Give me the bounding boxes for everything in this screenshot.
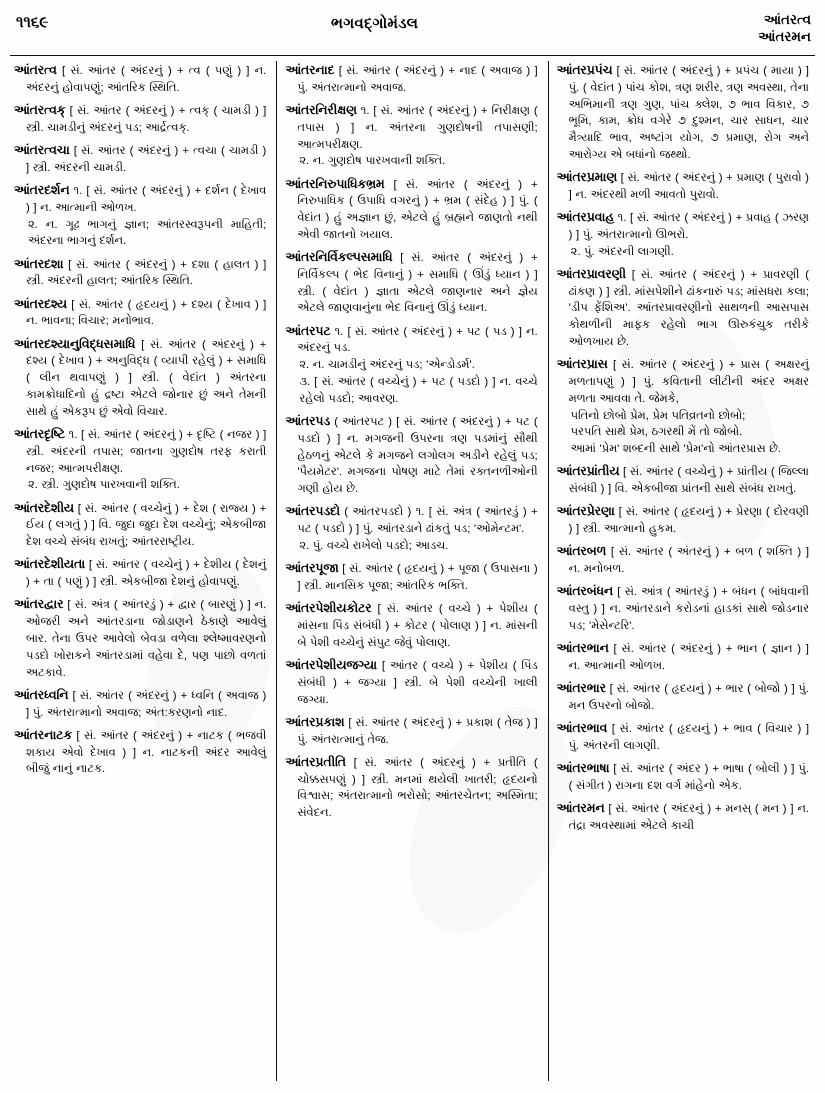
entry-sense: [ સં. આંતર ( વચ્ચેનું ) + દેશીય ( દેશનું ) + તા ( પણું ) ] સ્ત્રી. એકબીજા દેશનું હોવાપણું. [26, 559, 267, 589]
entry-sense: [ સં. આંતર ( હૃદયનું ) + ભાર ( બોજો ) ] પું. મન ઉપરનો બોજો. [568, 683, 809, 713]
running-head [10, 12, 815, 54]
entry-headword: આંતરભાર [556, 681, 606, 696]
column-3 [553, 61, 815, 1081]
entry-sense: [ સં. આંતર ( અંદર ) + ભાષા ( બોલી ) ] પું. ( સંગીત ) રાગના દશ વર્ગ માંહેનો એક. [568, 763, 809, 793]
entry-sense: ૨. પું. વચ્ચે રાખેલો પડદો; આડચ. [299, 539, 449, 552]
entry-sense: ૨. ન. ચામડીનું અંદરનું પડ; 'એન્ડોડર્મ'. [299, 359, 475, 372]
entry-sense: [ સં. આંતર ( હૃદયનું ) + પૂજા ( ઉપાસના ) ] સ્ત્રી. માનસિક પૂજા; આંતરિક ભક્તિ. [297, 563, 538, 592]
entry-sense: ( આંતરપટ ) [ સં. આંતર ( અંદરનું ) + પટ ( પડદો ) ] ન. મગજની ઉપરના ત્રણ પડમાંનું સૌથી હેઠળનું એટલે કે મગજને લગોલગ અડીને રહેલું પડ; 'પૈયમેટર'. મગજના પોષણ માટે તેમાં રક્તનળીઓની ગણી હોય છે. [297, 416, 538, 496]
dictionary-entry [557, 719, 809, 755]
guide-words [701, 12, 811, 46]
entry-headword: આંતરત્વક્ [14, 103, 66, 118]
entry-headword: આંતરનિરુપાધિકભ્રમ [285, 176, 385, 191]
dictionary-entry [14, 141, 266, 177]
entry-sense: ૧. [ સં. આંતર ( અંદરનું ) + નિરીક્ષણ ( તપાસ ) ] ન. અંતરના ગુણદોષની તપાસણી; આત્મપરીક્ષણ. [297, 105, 538, 151]
entry-headword: આંતરપૂજા [285, 561, 339, 576]
entry-sense: આમાં 'પ્રેમ' શબ્દની સાથે 'પ્રેમ'નો આંતરપ્રાસ છે. [570, 443, 782, 456]
entry-headword: આંતરપ્રાસ [556, 357, 608, 372]
entry-headword: આંતરપ્રકાશ [285, 714, 345, 729]
entry-sense: [ સં. આંત્ર ( આંતરડું ) + બંધન ( બાંધવાની વસ્તુ ) ] ન. આંતરડાને કરોડનાં હાડકાં સાથે જોડનાર પડ; 'મેસેન્ટરિ'. [568, 586, 809, 632]
entry-sense: [ સં. આંતર ( અંદરનું ) + નાદ ( અવાજ ) ] પું. અંતરાત્માનો અવાજ. [297, 65, 538, 94]
entry-headword: આંતરપડદો [285, 504, 340, 519]
entry-sense: [ સં. આંતર ( વચ્ચે ) + પેશીય ( માંસના પિંડ સંબંધી ) + કોટર ( પોલાણ ) ] ન. માંસની બે પેશી વચ્ચેનું સંપુટ જેવું પોલાણ. [297, 603, 538, 649]
entry-headword: આંતરદ્વાર [14, 597, 64, 612]
dictionary-entry [14, 295, 266, 331]
dictionary-entry [557, 582, 809, 634]
entry-headword: આંતરપેશીયજગ્યા [285, 658, 377, 672]
entry-sense: ૧. [ સં. આંતર ( અંદરનું ) + પ્રવાહ ( ઝરણ ) ] પું. અંતરાત્માનો ઊભરો. [568, 212, 809, 241]
dictionary-entry [14, 595, 266, 681]
entry-sense: ( આંતરપડદો ) ૧. [ સં. અંત્ર ( આંતરડું ) + પટ ( પડદો ) ] પું. આંતરડાને ઢાંકતું પડ; 'ઓમેન્ટમ'. [297, 506, 538, 536]
entry-headword: આંતરધ્વનિ [14, 687, 69, 702]
entry-headword: આંતરપટ [285, 323, 331, 338]
entry-headword: આંતરપ્રવાહ [556, 210, 615, 225]
entry-headword: આંતરદેશીય [14, 500, 74, 515]
entry-sense: [ સં. આંતર ( અંદરનું ) + પ્રાવરણી ( ઢાંકણ ) ] સ્ત્રી. માંસપેશીને ઢાંકનારું પડ; માંસધરા કલા; 'ડીપ ફેંશિઅ'. આંતરપ્રાવરણીનો સાથળની આસપાસ કોથળીની માફક રહેલો ભાગ ઊરુકંચુક તરીકે ઓળખાય છે. [568, 268, 809, 348]
dictionary-entry [557, 542, 809, 578]
guide-word-first: આંતરત્વ [763, 12, 811, 27]
dictionary-entry [14, 499, 266, 551]
dictionary-entry [557, 799, 809, 835]
dictionary-entry [285, 502, 537, 554]
entry-headword: આંતરપ્રેરણા [556, 504, 615, 519]
dictionary-entry [14, 255, 266, 291]
dictionary-entry [14, 726, 266, 778]
entry-sense: [ સં. આંતર ( અંદરનું ) + પ્રમાણ ( પુરાવો ) ] ન. અંદરથી મળી આવતો પુરાવો. [568, 172, 809, 201]
dictionary-entry [285, 599, 537, 651]
entry-headword: આંતરબળ [556, 544, 607, 559]
entry-sense: [ સં. આંતર ( અંદરનું ) + પ્રાસ ( અક્ષરનું મળતાપણું ) ] પું. કવિતાની લીટીની અંદર અક્ષર મળતા આવવા તે. જેમકે, [568, 359, 809, 405]
entry-sense: [ સં. આંતર ( અંદરનું ) + ધ્વનિ ( અવાજ ) ] પું. અંતરાત્માનો અવાજ; અંત:કરણનો નાદ. [26, 689, 267, 719]
dictionary-entry [285, 322, 537, 408]
entry-sense: પરપતિ સાથે પ્રેમ, ઠગરથી મેં તો જોબો. [570, 426, 743, 439]
entry-headword: આંતરનિર્વિકલ્પસમાધિ [285, 250, 393, 265]
dictionary-entry [557, 639, 809, 675]
dictionary-entry [557, 502, 809, 538]
dictionary-entry [557, 462, 809, 498]
entry-sense: [ સં. આંતર ( અંદરનું ) + પ્રપંચ ( માયા ) ] પું. ( વેદાંત ) પાંચ કોશ, ત્રણ શરીર, ત્રણ અવસ્થા, તેના અભિમાની ત્રણ ગુણ, પાંચ ક્લેશ, ૭ ભાવ વિકાર, ૭ ભૂમિ, કામ, ક્રોધ વગેરે ૭ દુશ્મન, ચાર સાધન, ચાર મૈત્ર્યાદિ ભાવ, અષ્ટાંગ યોગ, ૭ પ્રમાણ, રોગ અને આરોગ્ય એ બધાંનો જથ્થો. [568, 65, 809, 161]
dictionary-entry [14, 555, 266, 591]
entry-sense: ૧. [ સં. આંતર ( અંદરનું ) + પટ ( પડ ) ] ન. અંદરનું પડ. [297, 325, 538, 355]
entry-headword: આંતરદેશીયતા [14, 557, 86, 572]
dictionary-entry [14, 335, 266, 421]
page-number: ૧૧૬૯ [16, 14, 49, 31]
entry-headword: આંતરત્વચા [14, 143, 70, 158]
dictionary-entry [14, 686, 266, 722]
entry-sense: [ સં. અંત્ર ( આંતરડું ) + દ્વાર ( બારણું ) ] ન. ઓજરી અને આંતરડાના જોડાણને ઠેકાણે આવેલું બાર. તેના ઉપર આવેલો બેવડા વળેલા શ્લેષ્માવરણનો પડદો ખોરાકને આંતરડામાં વહેવા દે, પણ પાછો વળતાં અટકાવે. [26, 599, 267, 679]
dictionary-entry [285, 248, 537, 317]
dictionary-entry [285, 175, 537, 244]
entry-headword: આંતરભાન [556, 641, 609, 656]
column-divider [548, 61, 549, 1081]
entry-sense: [ આંતર ( વચ્ચે ) + પેશીય ( પિંડ સંબંધી ) + જગ્યા ] સ્ત્રી. બે પેશી વચ્ચેની ખાલી જગ્યા. [297, 660, 538, 706]
dictionary-entry [557, 208, 809, 260]
entry-sense: ૧. [ સં. આંતર ( અંદરનું ) + દૃષ્ટિ ( નજર ) ] સ્ત્રી. અંદરની તપાસ; જાતના ગુણદોષ તરફ કરાતી નજર; આત્મપરીક્ષણ. [26, 429, 267, 475]
entry-headword: આંતરદશ્યાનુવિદ્ધસમાધિ [14, 336, 136, 351]
column-divider [276, 61, 277, 1081]
entry-headword: આંતરભાષા [556, 761, 610, 776]
entry-sense: ૨. ન. ગૂઢ ભાગનું જ્ઞાન; આંતરસ્વરૂપની માહિતી; અંદરના ભાગનું દર્શન. [28, 218, 267, 248]
column-1 [10, 61, 272, 1081]
entry-headword: આંતરદર્શન [14, 183, 70, 198]
dictionary-entry [14, 425, 266, 494]
entry-headword: આંતરનાટક [14, 727, 73, 742]
dictionary-entry [14, 101, 266, 137]
dictionary-entry [285, 656, 537, 708]
dictionary-entry [285, 61, 537, 97]
entry-sense: [ સં. આંતર ( હૃદયનું ) + ભાવ ( વિચાર ) ] પું. અંતરની લાગણી. [568, 723, 809, 753]
column-2 [281, 61, 543, 1081]
entry-sense: [ સં. આંતર ( વચ્ચેનું ) + પ્રાંતીય ( જિલ્લા સંબંધી ) ] વિ. એકબીજા પ્રાંતની સાથે સંબંધ રાખતું. [568, 466, 809, 496]
entry-sense: ૨. પું. અંદરની લાગણી. [570, 245, 674, 258]
entry-sense: [ સં. આંતર ( અંદરનું ) + ત્વક્ ( ચામડી ) ] સ્ત્રી. ચામડીનું અંદરનું પડ; આર્દ્રત્વક્. [26, 105, 267, 134]
entry-sense: [ સં. આંતર ( અંદરનું ) + પ્રકાશ ( તેજ ) ] પું. અંતરાત્માનું તેજ. [297, 716, 538, 746]
entry-headword: આંતરદશ્ય [14, 296, 67, 311]
entry-sense: [ સં. આંતર ( અંદરનું ) + ત્વ ( પણું ) ] ન. અંદરનું હોવાપણું; આંતરિક સ્થિતિ. [26, 65, 267, 94]
header-rule [10, 55, 815, 56]
entry-sense: [ સં. આંતર ( અંદરનું ) + નિરુપાધિક ( ઉપાધિ વગરનું ) + ભ્રમ ( સંદેહ ) ] પું. ( વેદાંત ) હું અજ્ઞાન છું, એટલે હું બ્રહ્મને જાણતો નથી એવી જાતનો ખયાલ. [297, 178, 538, 241]
dictionary-entry [557, 265, 809, 351]
dictionary-entry [285, 412, 537, 498]
entry-sense: [ સં. આંતર ( અંદરનું ) + ભાન ( જ્ઞાન ) ] ન. આત્માની ઓળખ. [568, 643, 809, 672]
entry-headword: આંતરપેશીયકોટર [285, 601, 372, 616]
entry-sense: પતિનો છોબો પ્રેમ, પ્રેમ પતિવ્રતનો છોબો; [570, 409, 746, 422]
entry-sense: [ સં. આંતર ( અંદરનું ) + નિર્વિકલ્પ ( ભેદ વિનાનું ) + સમાધિ ( ઊંડું ધ્યાન ) ] સ્ત્રી. ( વેદાંત ) જ્ઞાતા એટલે જાણનાર અને જ્ઞેય એટલે જાણવાનુંના ભેદ વિનાનું ઊંડું ધ્યાન. [297, 252, 538, 315]
entry-sense: [ સં. આંતર ( અંદરનું ) + નાટક ( ભજવી શકાય એવો દેખાવ ) ] ન. નાટકની અંદર આવેલું બીજું નાનું નાટક. [26, 729, 267, 776]
entry-sense: ૨. ન. ગુણદોષ પારખવાની શક્તિ. [299, 155, 446, 168]
dictionary-entry [285, 101, 537, 170]
entry-headword: આંતરપ્રમાણ [556, 170, 618, 185]
entry-sense: [ સં. આંતર ( અંતરનું ) + બળ ( શક્તિ ) ] ન. મનોબળ. [568, 546, 809, 576]
entry-headword: આંતરદશા [14, 256, 64, 271]
dictionary-entry [557, 679, 809, 715]
entry-sense: [ સં. આંતર ( વચ્ચેનું ) + દેશ ( રાજ્ય ) + ઈય ( લગતું ) ] વિ. જુદા જુદા દેશ વચ્ચેનું; એકબીજા દેશ વચ્ચે સંબંધ રાખતું; આંતરરાષ્ટ્રીય. [26, 502, 267, 549]
entry-headword: આંતરમન [556, 801, 605, 816]
entry-headword: આંતરબંધન [556, 584, 614, 599]
dictionary-entry [285, 753, 537, 822]
dictionary-entry [557, 168, 809, 204]
column-container [10, 61, 815, 1081]
entry-headword: આંતરપ્રતીતિ [285, 754, 346, 769]
dictionary-entry [285, 713, 537, 749]
entry-sense: [ સં. આંતર ( હૃદયનું ) + પ્રેરણા ( દોરવણી ) ] સ્ત્રી. આત્માનો હુકમ. [568, 506, 809, 536]
entry-headword: આંતરદૃષ્ટિ [14, 427, 66, 442]
entry-headword: આંતરનિરીક્ષણ [285, 103, 357, 118]
entry-sense: [ સં. આંતર ( અંદરનું ) + પ્રતીતિ ( ચોક્કસપણું ) ] સ્ત્રી. મનમાં થયેલી ખાતરી; હૃદયનો વિશ્વાસ; અંતરાત્માનો ભરોસો; આંતરચેતન; અસ્મિતા; સંવેદન. [297, 756, 538, 820]
dictionary-entry [557, 759, 809, 795]
entry-headword: આંતરપ્રપંચ [556, 63, 613, 77]
dictionary-entry [285, 559, 537, 595]
entry-headword: આંતરભાવ [556, 721, 608, 736]
entry-headword: આંતરપડ [285, 414, 331, 429]
entry-headword: આંતરત્વ [14, 63, 57, 77]
entry-headword: આંતરપ્રાંતીય [556, 464, 620, 479]
entry-sense: [ સં. આંતર ( અંદરનું ) + ત્વચા ( ચામડી ) ] સ્ત્રી. અંદરની ચામડી. [26, 145, 267, 174]
guide-word-last: આંતરમન [758, 28, 811, 44]
entry-sense: ૧. [ સં. આંતર ( અંદરનું ) + દર્શન ( દેખાવ ) ] ન. આત્માની ઓળખ. [26, 185, 267, 214]
dictionary-entry [557, 355, 809, 458]
book-title: ભગવદ્ગોમંડલ [331, 15, 419, 32]
entry-sense: [ સં. આંતર ( અંદરનું ) + મનસ્ ( મન ) ] ન. તંદ્રા અવસ્થામાં એટલે કાચી [568, 803, 809, 833]
entry-sense: ૨. સ્ત્રી. ગુણદોષ પારખવાની શક્તિ. [28, 479, 180, 492]
dictionary-entry [14, 61, 266, 97]
dictionary-entry [14, 181, 266, 250]
entry-sense: [ સં. આંતર ( અંદરનું ) + દશા ( હાલત ) ] સ્ત્રી. અંદરની હાલત; આંતરિક સ્થિતિ. [26, 258, 267, 288]
entry-headword: આંતરપ્રાવરણી [556, 266, 626, 281]
entry-headword: આંતરનાદ [285, 63, 335, 77]
entry-sense: ૩. [ સં. આંતર ( વચ્ચેનું ) + પટ ( પડદો ) ] ન. વચ્ચે રહેલો પડદો; આવરણ. [299, 376, 538, 405]
entry-sense: [ સં. આંતર ( અંદરનું ) + દશ્ય ( દેખાવ ) + અનુવિદ્ધ ( વ્યાપી રહેલું ) + સમાધિ ( લીન થવાપણું ) ] સ્ત્રી. ( વેદાંત ) અંતરના કામક્રોધાદિનો હું દ્રષ્ટા એટલે જોનાર છું અને તેમની સાથે હું એકરૂપ છું એવો વિચાર. [26, 338, 267, 418]
dictionary-entry [557, 61, 809, 164]
entry-sense: [ સં. આંતર ( હૃદયનું ) + દશ્ય ( દેખાવ ) ] ન. ભાવના; વિચાર; મનોભાવ. [26, 298, 267, 328]
